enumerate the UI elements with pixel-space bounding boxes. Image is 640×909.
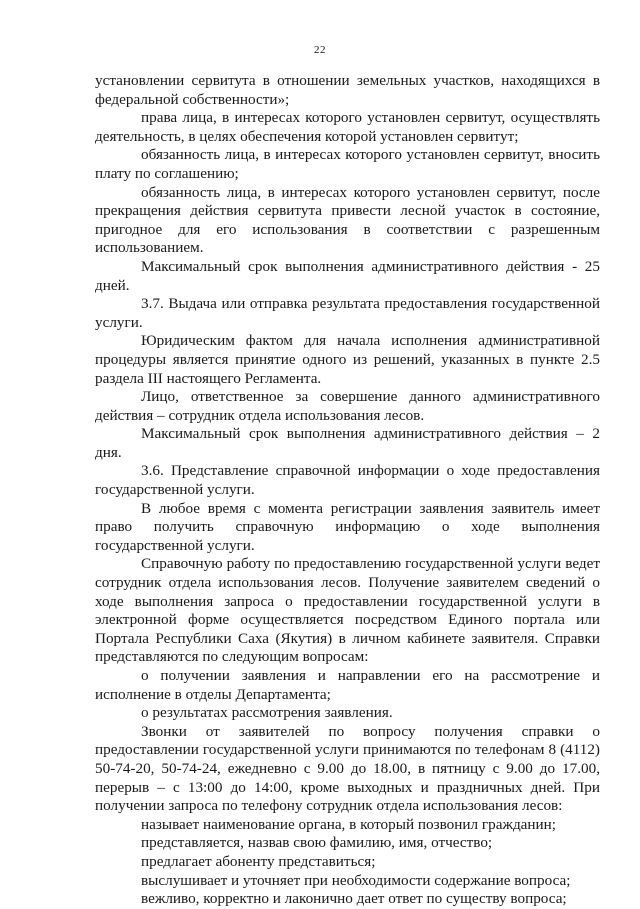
paragraph: Лицо, ответственное за совершение данного административного действия – сотрудник отдела использования лесов. [95, 388, 600, 424]
list-item: представляется, назвав свою фамилию, имя, отчество; [141, 834, 493, 852]
list-item: о результатах рассмотрения заявления. [141, 704, 393, 722]
list-item: предлагает абоненту представиться; [141, 852, 376, 870]
paragraph: Юридическим фактом для начала исполнения административной процедуры является принятие одного из решений, указанных в пункте 2.5 раздела III настоящего Регламента. [95, 332, 600, 387]
list-item: вежливо, корректно и лаконично дает ответ по существу вопроса; [141, 890, 567, 908]
list-item: выслушивает и уточняет при необходимости содержание вопроса; [141, 871, 571, 889]
paragraph: Звонки от заявителей по вопросу получения справки о предоставлении государственной услуги принимаются по телефонам 8 (4112) 50-74-20, 50-74-24, ежедневно с 9.00 до 18.00, в пятницу с 9.00 до 17.00, перерыв – с 13:00 до 14:00, кроме выходных и праздничных дней. При получении запроса по телефону сотрудник отдела использования лесов: [95, 722, 600, 815]
paragraph: обязанность лица, в интересах которого установлен сервитут, вносить плату по соглашению; [95, 146, 600, 182]
section-heading: 3.7. Выдача или отправка результата предоставления государственной услуги. [95, 295, 600, 331]
list-item: о получении заявления и направлении его на рассмотрение и исполнение в отделы Департамента; [95, 667, 600, 703]
paragraph: обязанность лица, в интересах которого установлен сервитут, после прекращения действия сервитута привести лесной участок в состояние, пригодное для его использования в соответствии с разрешенным использованием. [95, 183, 600, 257]
paragraph: Справочную работу по предоставлению государственной услуги ведет сотрудник отдела использования лесов. Получение заявителем сведений о ходе выполнения запроса о предоставлении государственной услуги в электронной форме осуществляется посредством Единого портала или Портала Республики Саха (Якутия) в личном кабинете заявителя. Справки представляются по следующим вопросам: [95, 555, 600, 666]
paragraph: Максимальный срок выполнения административного действия - 25 дней. [95, 257, 600, 294]
paragraph: Максимальный срок выполнения административного действия – 2 дня. [95, 425, 600, 461]
page-number: 22 [314, 44, 326, 56]
paragraph: права лица, в интересах которого установлен сервитут, осуществлять деятельность, в целях обеспечения которой установлен сервитут; [95, 109, 600, 145]
paragraph: установлении сервитута в отношении земельных участков, находящихся в федеральной собственности»; [95, 72, 600, 108]
section-heading: 3.6. Представление справочной информации о ходе предоставления государственной услуги. [95, 462, 600, 499]
list-item: называет наименование органа, в который позвонил гражданин; [141, 815, 557, 833]
document-body [95, 72, 600, 909]
paragraph: В любое время с момента регистрации заявления заявитель имеет право получить справочную информацию о ходе выполнения государственной услуги. [95, 499, 600, 554]
